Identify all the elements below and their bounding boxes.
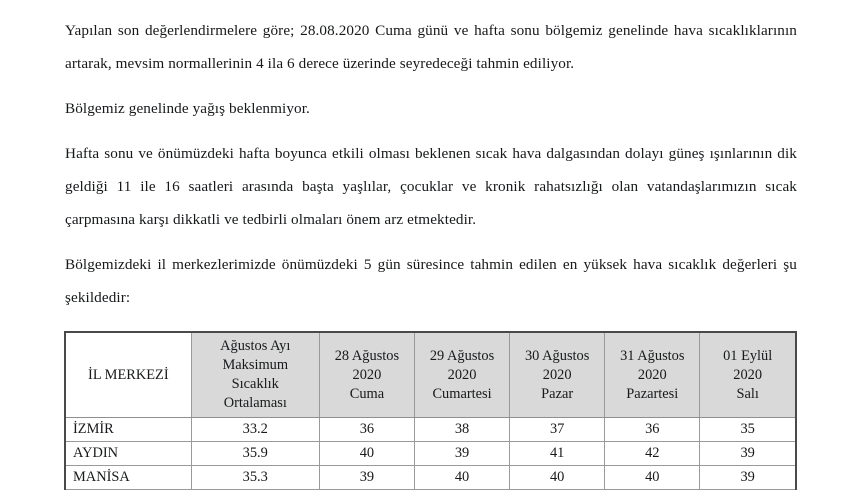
column-header-day-2-line-1: 29 Ağustos xyxy=(429,347,495,364)
temperature-table xyxy=(64,331,797,490)
column-header-monthly-average-line-4: Ortalaması xyxy=(223,395,287,411)
cell-day-3: 40 xyxy=(510,466,605,490)
cell-day-5: 39 xyxy=(700,466,796,490)
column-header-day-3 xyxy=(510,332,605,418)
column-header-day-4 xyxy=(605,332,700,418)
column-header-day-1-line-1: 28 Ağustos xyxy=(334,347,400,364)
column-header-day-3-line-3: Pazar xyxy=(541,385,574,402)
column-header-day-4-line-3: Pazartesi xyxy=(626,385,679,402)
column-header-monthly-average-line-1: Ağustos Ayı xyxy=(220,338,291,354)
cell-monthly-average: 35.3 xyxy=(191,466,319,490)
column-header-monthly-average xyxy=(191,332,319,418)
cell-day-2: 40 xyxy=(414,466,509,490)
document-body xyxy=(65,14,797,314)
table-header xyxy=(65,332,796,418)
paragraph-2: Bölgemiz genelinde yağış beklenmiyor. xyxy=(65,100,310,117)
cell-day-1: 36 xyxy=(319,418,414,442)
column-header-city xyxy=(65,332,191,418)
column-header-day-2 xyxy=(414,332,509,418)
column-header-monthly-average-line-3: Sıcaklık xyxy=(231,376,279,392)
column-header-day-5-line-1: 01 Eylül xyxy=(723,347,773,364)
column-header-day-2-line-3: Cumartesi xyxy=(432,385,492,402)
cell-day-5: 35 xyxy=(700,418,796,442)
table-row xyxy=(65,442,796,466)
cell-monthly-average: 33.2 xyxy=(191,418,319,442)
paragraph-4: Bölgemizdeki il merkezlerimizde önümüzdeki 5 gün süresince tahmin edilen en yüksek hava sıcaklık değerleri şu şekildedir: xyxy=(65,256,797,306)
cell-day-1: 40 xyxy=(319,442,414,466)
cell-day-2: 38 xyxy=(414,418,509,442)
table-body xyxy=(65,418,796,490)
cell-day-4: 40 xyxy=(605,466,700,490)
column-header-day-5-line-3: Salı xyxy=(736,385,759,402)
temperature-table-wrapper xyxy=(64,331,797,490)
table-row xyxy=(65,466,796,490)
cell-city: İZMİR xyxy=(65,418,191,442)
paragraph-1: Yapılan son değerlendirmelere göre; 28.08.2020 Cuma günü ve hafta sonu bölgemiz genelinde hava sıcaklıklarının artarak, mevsim normallerinin 4 ila 6 derece üzerinde seyredeceği tahmin ediliyor. xyxy=(65,22,797,72)
column-header-day-2-line-2: 2020 xyxy=(447,366,477,383)
column-header-day-4-line-1: 31 Ağustos xyxy=(620,347,685,364)
table-row xyxy=(65,418,796,442)
cell-day-3: 41 xyxy=(510,442,605,466)
column-header-day-1-line-2: 2020 xyxy=(352,366,382,383)
cell-day-3: 37 xyxy=(510,418,605,442)
paragraph-3: Hafta sonu ve önümüzdeki hafta boyunca etkili olması beklenen sıcak hava dalgasından dolayı güneş ışınlarının dik geldiği 11 ile 16 saatleri arasında başta yaşlılar, çocuklar ve kronik rahatsızlığı olan vatandaşlarımızın sıcak çarpmasına karşı dikkatli ve tedbirli olmaları önem arz etmektedir. xyxy=(65,145,797,228)
column-header-day-5-line-2: 2020 xyxy=(733,366,763,383)
column-header-day-1 xyxy=(319,332,414,418)
column-header-day-1-line-3: Cuma xyxy=(349,385,385,402)
table-header-row xyxy=(65,332,796,418)
column-header-day-3-line-1: 30 Ağustos xyxy=(524,347,590,364)
column-header-city-line-1: İL MERKEZİ xyxy=(88,366,169,383)
cell-city: MANİSA xyxy=(65,466,191,490)
cell-day-4: 36 xyxy=(605,418,700,442)
cell-day-2: 39 xyxy=(414,442,509,466)
cell-day-4: 42 xyxy=(605,442,700,466)
cell-day-5: 39 xyxy=(700,442,796,466)
column-header-monthly-average-line-2: Maksimum xyxy=(222,357,289,373)
cell-city: AYDIN xyxy=(65,442,191,466)
column-header-day-4-line-2: 2020 xyxy=(637,366,667,383)
column-header-day-3-line-2: 2020 xyxy=(542,366,572,383)
cell-day-1: 39 xyxy=(319,466,414,490)
column-header-day-5 xyxy=(700,332,796,418)
cell-monthly-average: 35.9 xyxy=(191,442,319,466)
